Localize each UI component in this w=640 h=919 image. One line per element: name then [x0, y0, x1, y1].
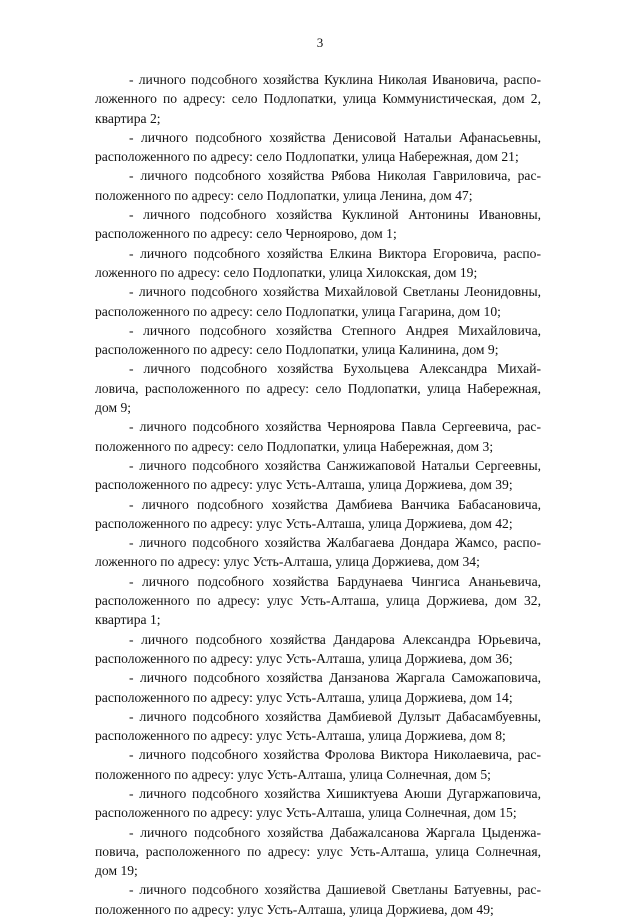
text-line: - личного подсобного хозяйства Елкина Виктора Егоровича, распо- — [129, 245, 541, 261]
list-item — [95, 282, 541, 321]
list-item — [95, 745, 541, 784]
list-item — [95, 707, 541, 746]
text-line: расположенного по адресу: улус Усть-Алташа, улица Доржиева, дом 32, — [95, 593, 541, 609]
text-line: - личного подсобного хозяйства Рябова Николая Гавриловича, рас- — [129, 168, 541, 184]
text-line: - личного подсобного хозяйства Дабажалсанова Жаргала Цыденжа- — [129, 824, 541, 840]
text-line: - личного подсобного хозяйства Куклина Николая Ивановича, распо- — [129, 72, 541, 87]
text-line: - личного подсобного хозяйства Бардунаева Чингиса Ананьевича, — [129, 573, 541, 589]
text-line: - личного подсобного хозяйства Дамбиева Ванчика Бабасановича, — [129, 496, 541, 512]
list-item — [95, 244, 541, 283]
text-line: дом 9; — [95, 400, 132, 416]
text-line: ложенного по адресу: улус Усть-Алташа, улица Доржиева, дом 34; — [95, 554, 480, 570]
list-item — [95, 533, 541, 572]
text-line: положенного по адресу: село Подлопатки, улица Набережная, дом 3; — [95, 438, 494, 454]
list-item — [95, 321, 541, 360]
list-item — [95, 572, 541, 630]
text-line: расположенного по адресу: село Подлопатки, улица Калинина, дом 9; — [95, 342, 499, 358]
text-line: - личного подсобного хозяйства Дандарова Александра Юрьевича, — [129, 631, 541, 647]
list-item — [95, 668, 541, 707]
list-item — [95, 456, 541, 495]
text-line: - личного подсобного хозяйства Жалбагаева Дондара Жамсо, распо- — [129, 535, 541, 551]
list-item — [95, 359, 541, 417]
text-line: ловича, расположенного по адресу: село Подлопатки, улица Набережная, — [95, 380, 541, 396]
text-line: повича, расположенного по адресу: улус Усть-Алташа, улица Солнечная, — [95, 843, 541, 859]
text-line: квартира 2; — [95, 110, 161, 126]
text-line: - личного подсобного хозяйства Денисовой Натальи Афанасьевны, — [129, 129, 541, 145]
text-line: квартира 1; — [95, 612, 161, 628]
list-item — [95, 823, 541, 881]
text-line: расположенного по адресу: улус Усть-Алташа, улица Доржиева, дом 14; — [95, 689, 513, 705]
text-line: - личного подсобного хозяйства Бухольцева Александра Михай- — [129, 361, 541, 377]
text-line: расположенного по адресу: село Подлопатки, улица Гагарина, дом 10; — [95, 303, 501, 319]
list-item — [95, 417, 541, 456]
text-line: - личного подсобного хозяйства Хишиктуева Аюши Дугаржаповича, — [129, 785, 541, 801]
text-line: - личного подсобного хозяйства Степного Андрея Михайловича, — [129, 322, 541, 338]
text-line: расположенного по адресу: улус Усть-Алташа, улица Доржиева, дом 39; — [95, 477, 513, 493]
list-item — [95, 166, 541, 205]
text-line: ложенного по адресу: село Подлопатки, улица Коммунистическая, дом 2, — [95, 91, 541, 107]
list-item — [95, 784, 541, 823]
text-line: - личного подсобного хозяйства Михайловой Светланы Леонидовны, — [129, 284, 541, 300]
text-line: положенного по адресу: село Подлопатки, улица Ленина, дом 47; — [95, 187, 473, 203]
text-line: - личного подсобного хозяйства Черноярова Павла Сергеевича, рас- — [129, 419, 541, 435]
text-line: расположенного по адресу: улус Усть-Алташа, улица Доржиева, дом 36; — [95, 650, 513, 666]
text-line: положенного по адресу: улус Усть-Алташа, улица Солнечная, дом 5; — [95, 766, 491, 782]
text-line: дом 19; — [95, 863, 138, 879]
text-line: - личного подсобного хозяйства Санжижаповой Натальи Сергеевны, — [129, 457, 541, 473]
page-number: 3 — [316, 35, 324, 50]
text-line: - личного подсобного хозяйства Дашиевой Светланы Батуевны, рас- — [129, 882, 541, 898]
text-line: расположенного по адресу: улус Усть-Алташа, улица Доржиева, дом 42; — [95, 515, 513, 531]
document-body — [95, 70, 541, 919]
text-line: - личного подсобного хозяйства Фролова Виктора Николаевича, рас- — [129, 747, 541, 763]
list-item — [95, 205, 541, 244]
list-item — [95, 70, 541, 128]
list-item — [95, 495, 541, 534]
text-line: положенного по адресу: улус Усть-Алташа, улица Доржиева, дом 49; — [95, 901, 494, 917]
text-line: расположенного по адресу: село Черноярово, дом 1; — [95, 226, 397, 242]
text-line: расположенного по адресу: улус Усть-Алташа, улица Доржиева, дом 8; — [95, 728, 506, 744]
list-item — [95, 128, 541, 167]
text-line: - личного подсобного хозяйства Дамбиевой Дулзыт Дабасамбуевны, — [129, 708, 541, 724]
text-line: - личного подсобного хозяйства Куклиной Антонины Ивановны, — [129, 207, 541, 223]
text-line: ложенного по адресу: село Подлопатки, улица Хилокская, дом 19; — [95, 264, 478, 280]
list-item — [95, 630, 541, 669]
text-line: расположенного по адресу: улус Усть-Алташа, улица Солнечная, дом 15; — [95, 805, 517, 821]
text-line: - личного подсобного хозяйства Данзанова Жаргала Саможаповича, — [129, 670, 541, 686]
text-line: расположенного по адресу: село Подлопатки, улица Набережная, дом 21; — [95, 149, 519, 165]
list-item — [95, 880, 541, 919]
